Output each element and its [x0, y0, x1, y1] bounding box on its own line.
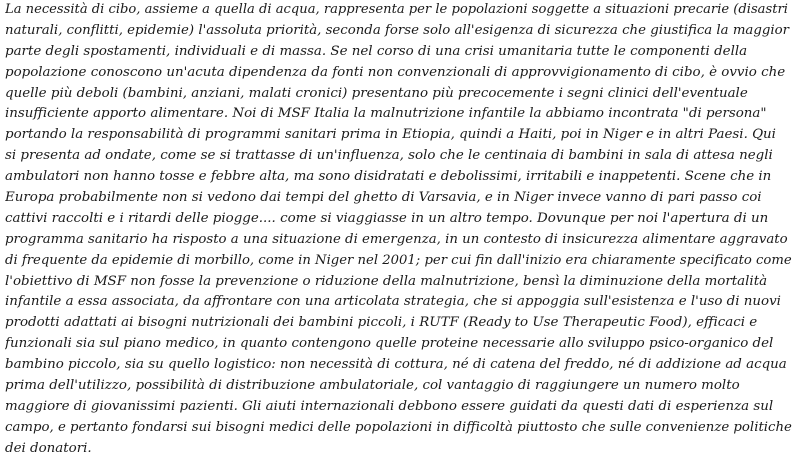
- paragraph-line: si presenta ad ondate, come se si trattasse di un'influenza, solo che le centinaia di bambini in sala di attesa negli: [5, 148, 773, 164]
- paragraph-line: prima dell'utilizzo, possibilità di distribuzione ambulatoriale, col vantaggio di raggiungere un numero molto: [5, 378, 740, 394]
- body-paragraph: [5, 0, 792, 460]
- paragraph-line: portando la responsabilità di programmi sanitari prima in Etiopia, quindi a Haiti, poi in Niger e in altri Paesi. Qui: [5, 127, 776, 143]
- paragraph-line: naturali, conflitti, epidemie) l'assoluta priorità, seconda forse solo all'esigenza di sicurezza che giustifica la maggior: [5, 22, 789, 38]
- paragraph-line: di frequente da epidemie di morbillo, come in Niger nel 2001; per cui fin dall'inizio era chiaramente specificato come: [5, 252, 792, 268]
- paragraph-line: dei donatori.: [5, 440, 92, 456]
- paragraph-line: cattivi raccolti e i ritardi delle piogge.... come si viaggiasse in un altro tempo. Dovunque per noi l'apertura di un: [5, 210, 769, 226]
- paragraph-line: campo, e pertanto fondarsi sui bisogni medici delle popolazioni in difficoltà piuttosto che sulle convenienze politiche: [5, 419, 792, 435]
- paragraph-line: infantile a essa associata, da affrontare con una articolata strategia, che si appoggia sull'esistenza e l'uso di nuovi: [5, 294, 781, 310]
- paragraph-line: maggiore di giovanissimi pazienti. Gli aiuti internazionali debbono essere guidati da questi dati di esperienza sul: [5, 398, 774, 414]
- paragraph-line: parte degli spostamenti, individuali e di massa. Se nel corso di una crisi umanitaria tutte le componenti della: [5, 43, 748, 59]
- paragraph-line: funzionali sia sul piano medico, in quanto contengono quelle proteine necessarie allo sviluppo psico-organico del: [5, 336, 774, 352]
- paragraph-line: La necessità di cibo, assieme a quella di acqua, rappresenta per le popolazioni soggette a situazioni precarie (disastri: [5, 2, 788, 17]
- paragraph-line: Europa probabilmente non si vedono dai tempi del ghetto di Varsavia, e in Niger invece vanno di pari passo coi: [5, 190, 762, 206]
- paragraph-line: insufficiente apporto alimentare. Noi di MSF Italia la malnutrizione infantile la abbiamo incontrata "di persona": [5, 106, 767, 122]
- paragraph-line: ambulatori non hanno tosse e febbre alta, ma sono disidratati e debolissimi, irritabili e inappetenti. Scene che in: [5, 169, 772, 185]
- paragraph-line: quelle più deboli (bambini, anziani, malati cronici) presentano più precocemente i segni clinici dell'eventuale: [5, 85, 748, 101]
- paragraph-line: programma sanitario ha risposto a una situazione di emergenza, in un contesto di insicurezza alimentare aggravato: [5, 231, 788, 247]
- paragraph-line: l'obiettivo di MSF non fosse la prevenzione o riduzione della malnutrizione, bensì la diminuzione della mortalità: [5, 273, 768, 289]
- paragraph-line: prodotti adattati ai bisogni nutrizionali dei bambini piccoli, i RUTF (Ready to Use Therapeutic Food), efficaci e: [5, 315, 758, 331]
- paragraph-line: bambino piccolo, sia su quello logistico: non necessità di cottura, né di catena del freddo, né di addizione ad acqua: [5, 357, 787, 373]
- paragraph-line: popolazione conoscono un'acuta dipendenza da fonti non convenzionali di approvvigionamento di cibo, è ovvio che: [5, 64, 786, 80]
